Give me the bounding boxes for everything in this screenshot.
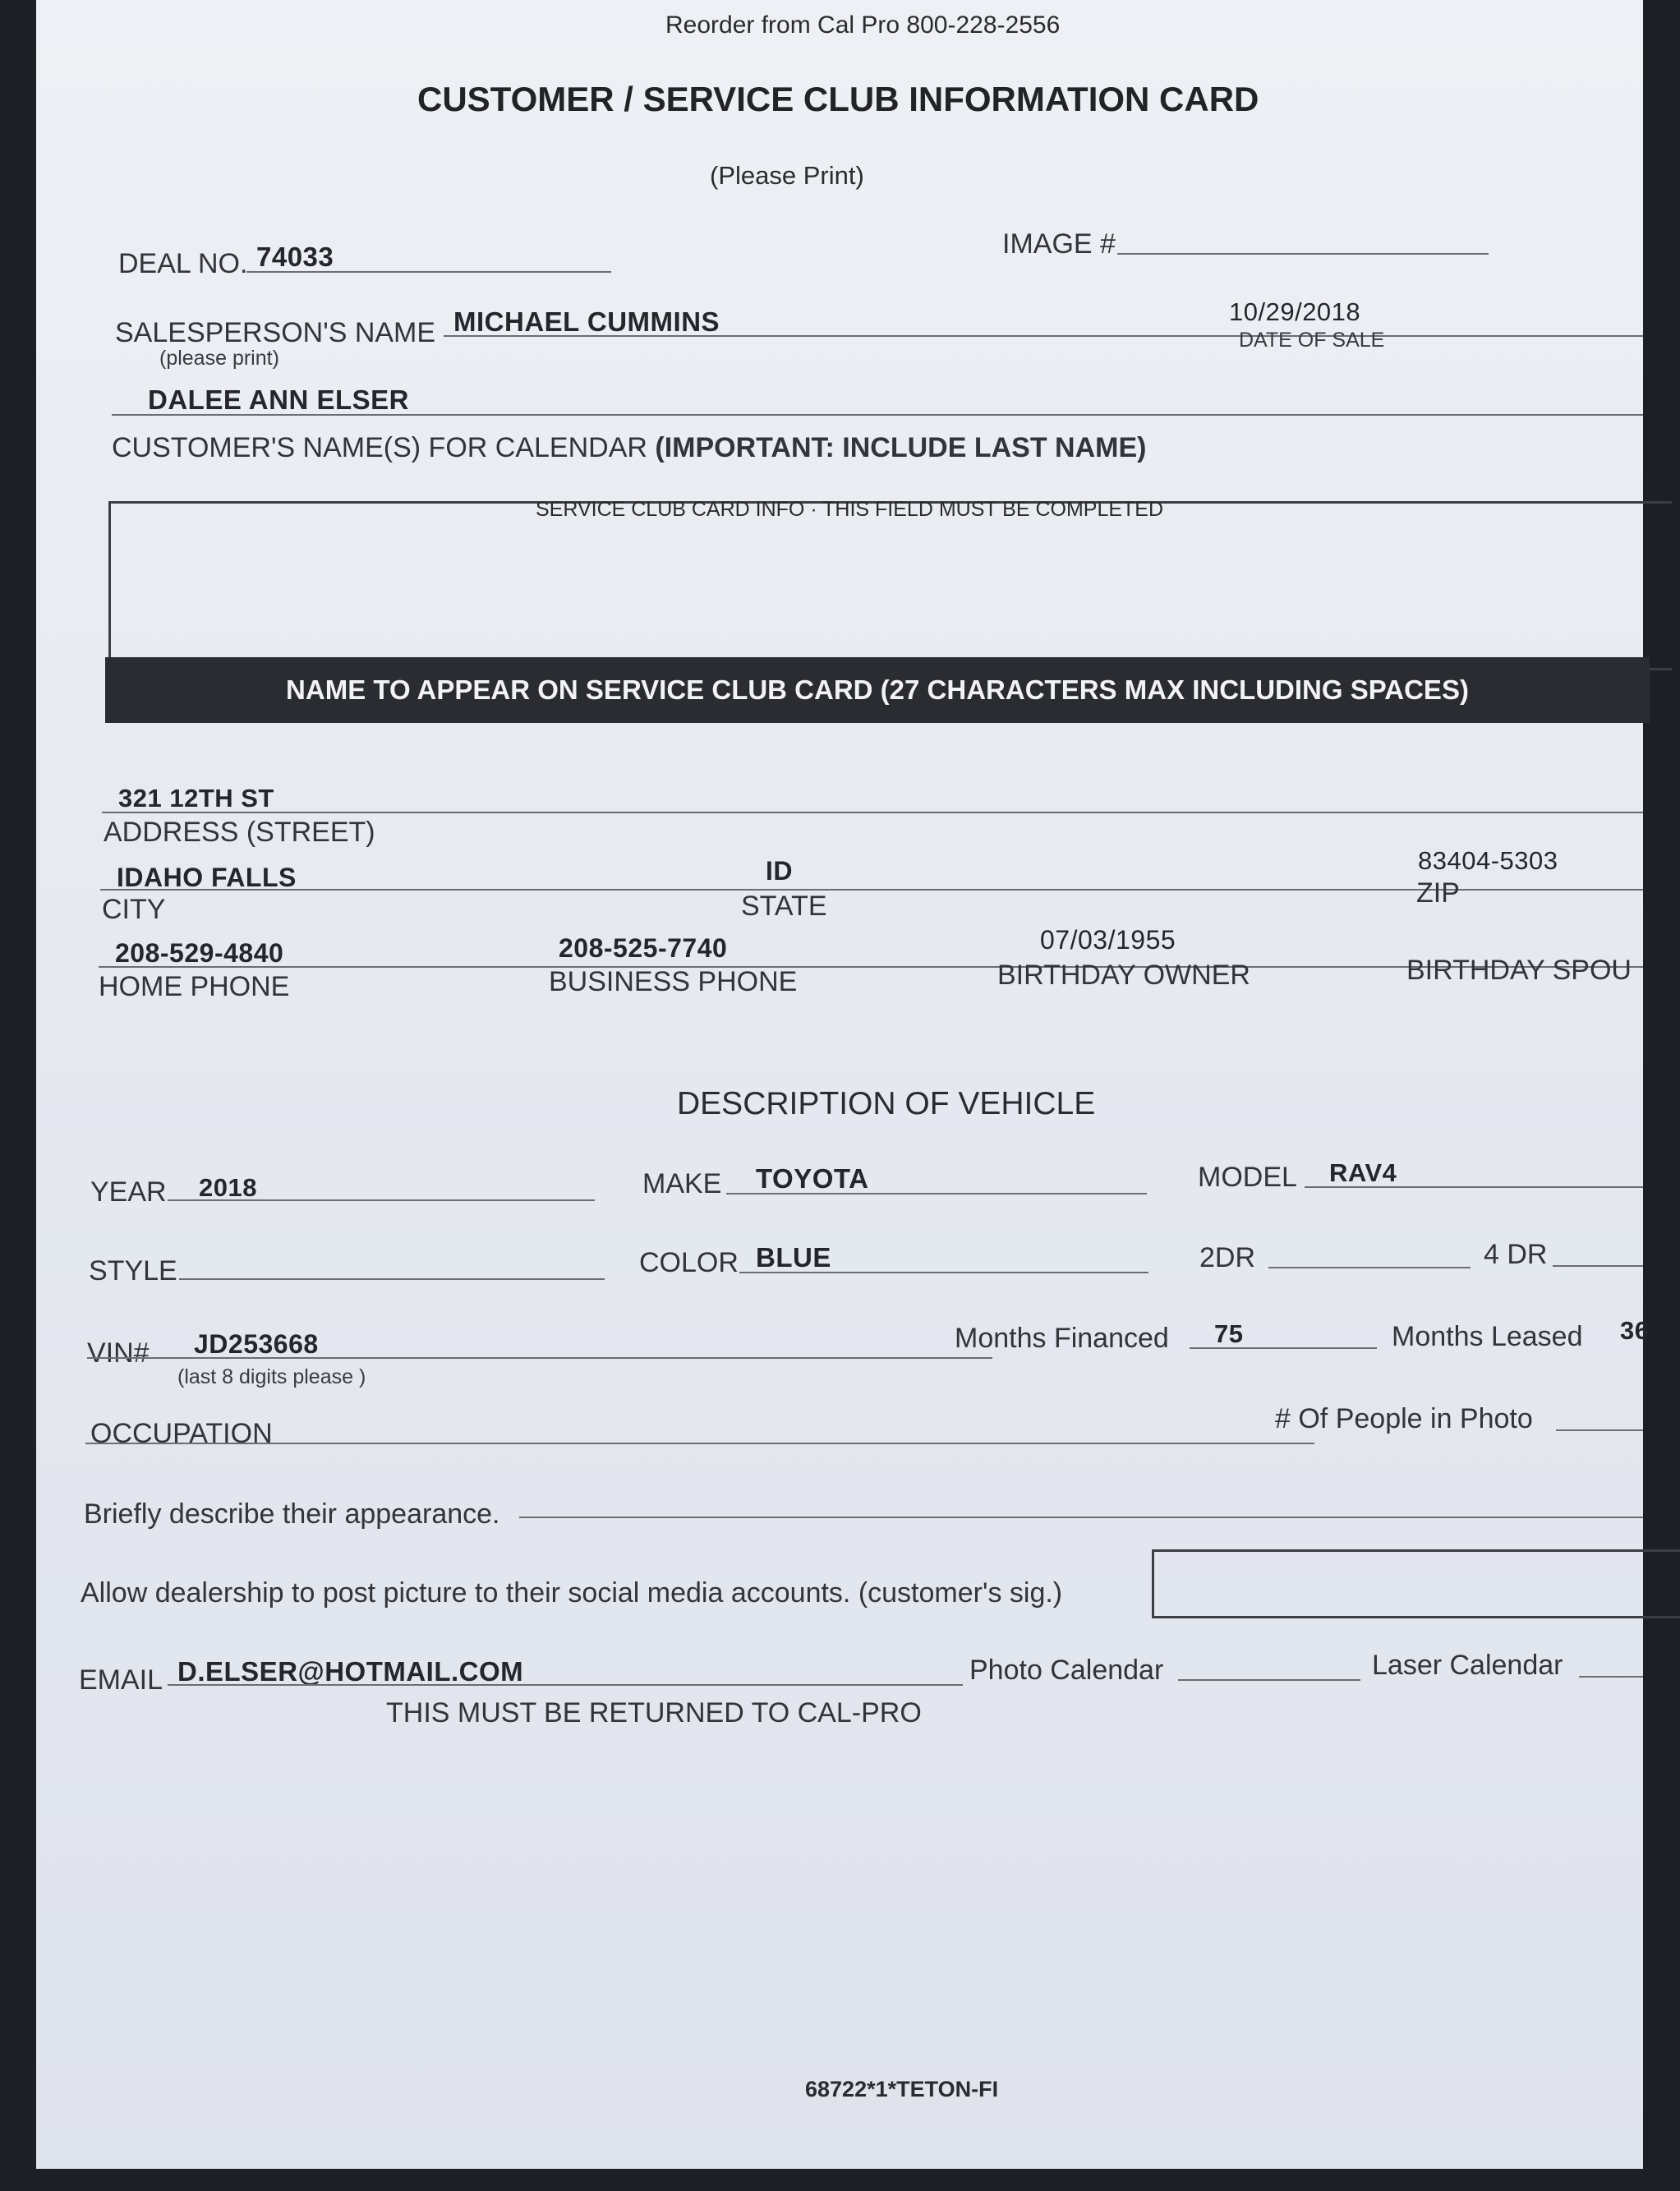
email-label: EMAIL (79, 1664, 163, 1696)
home-phone-value[interactable]: 208-529-4840 (115, 938, 284, 968)
return-note: THIS MUST BE RETURNED TO CAL-PRO (386, 1697, 922, 1728)
photo-calendar-label: Photo Calendar (969, 1655, 1164, 1686)
social-media-signature-box[interactable] (1152, 1549, 1680, 1618)
model-line (1305, 1186, 1643, 1188)
business-phone-value[interactable]: 208-525-7740 (559, 933, 728, 963)
date-of-sale-label: DATE OF SALE (1239, 329, 1385, 352)
email-value[interactable]: D.ELSER@HOTMAIL.COM (177, 1656, 524, 1687)
months-financed-value[interactable]: 75 (1214, 1319, 1244, 1348)
laser-calendar-line[interactable] (1579, 1676, 1643, 1678)
year-value[interactable]: 2018 (199, 1173, 257, 1202)
vehicle-heading: DESCRIPTION OF VEHICLE (677, 1086, 1096, 1121)
style-line[interactable] (179, 1278, 605, 1280)
zip-value[interactable]: 83404-5303 (1418, 846, 1558, 875)
color-label: COLOR (639, 1247, 739, 1278)
make-value[interactable]: TOYOTA (756, 1163, 869, 1194)
please-print-note: (Please Print) (710, 161, 864, 190)
home-phone-label: HOME PHONE (99, 971, 290, 1002)
image-no-line[interactable] (1117, 253, 1489, 255)
address-label: ADDRESS (STREET) (104, 817, 375, 848)
laser-calendar-label: Laser Calendar (1372, 1650, 1563, 1681)
state-value[interactable]: ID (766, 856, 793, 886)
birthday-owner-value[interactable]: 07/03/1955 (1040, 925, 1176, 955)
zip-label: ZIP (1416, 877, 1460, 909)
people-in-photo-label: # Of People in Photo (1275, 1403, 1533, 1434)
customer-name-label: CUSTOMER'S NAME(S) FOR CALENDAR (IMPORTANT: INCLUDE LAST NAME) (112, 432, 1147, 463)
service-club-card-box[interactable] (108, 498, 1672, 670)
salesperson-label: SALESPERSON'S NAME (115, 317, 436, 348)
vin-line (87, 1357, 992, 1359)
address-value[interactable]: 321 12TH ST (118, 784, 274, 812)
four-door-line[interactable] (1553, 1265, 1643, 1267)
business-phone-label: BUSINESS PHONE (549, 966, 798, 997)
vin-label: VIN# (87, 1337, 150, 1369)
customer-name-line (112, 414, 1643, 416)
photo-calendar-line[interactable] (1178, 1679, 1360, 1681)
two-door-line[interactable] (1268, 1267, 1471, 1268)
address-line (102, 812, 1643, 813)
appearance-label: Briefly describe their appearance. (84, 1498, 500, 1530)
salesperson-value[interactable]: MICHAEL CUMMINS (453, 306, 720, 337)
birthday-spouse-label: BIRTHDAY SPOU (1406, 955, 1632, 986)
occupation-line[interactable] (85, 1443, 1314, 1444)
occupation-label: OCCUPATION (90, 1418, 273, 1449)
salesperson-hint: (please print) (159, 347, 279, 370)
deal-no-label: DEAL NO. (118, 248, 248, 279)
vin-value[interactable]: JD253668 (194, 1329, 319, 1359)
model-label: MODEL (1198, 1162, 1297, 1193)
four-door-label: 4 DR (1484, 1239, 1548, 1270)
color-value[interactable]: BLUE (756, 1242, 831, 1273)
color-line (739, 1272, 1148, 1273)
form-paper (36, 0, 1650, 2169)
city-label: CITY (102, 894, 166, 925)
social-media-label: Allow dealership to post picture to their social media accounts. (customer's sig.) (81, 1577, 1063, 1609)
months-leased-label: Months Leased (1392, 1321, 1583, 1352)
service-club-name-bar: NAME TO APPEAR ON SERVICE CLUB CARD (27 CHARACTERS MAX INCLUDING SPACES) (105, 657, 1650, 723)
email-line (168, 1684, 963, 1686)
reorder-note: Reorder from Cal Pro 800-228-2556 (665, 12, 1061, 39)
date-of-sale-value[interactable]: 10/29/2018 (1229, 297, 1361, 326)
form-title: CUSTOMER / SERVICE CLUB INFORMATION CARD (417, 80, 1259, 118)
model-value[interactable]: RAV4 (1329, 1158, 1397, 1187)
appearance-line[interactable] (519, 1517, 1643, 1518)
people-in-photo-line[interactable] (1556, 1429, 1643, 1431)
two-door-label: 2DR (1199, 1242, 1256, 1273)
vin-hint: (last 8 digits please ) (177, 1365, 366, 1388)
make-label: MAKE (642, 1168, 722, 1199)
service-club-header: SERVICE CLUB CARD INFO · THIS FIELD MUST BE COMPLETED (536, 498, 1164, 521)
months-financed-line (1190, 1347, 1377, 1349)
state-label: STATE (741, 891, 827, 922)
year-line (168, 1199, 595, 1201)
image-no-label: IMAGE # (1002, 228, 1116, 260)
make-line (726, 1193, 1147, 1194)
style-label: STYLE (89, 1255, 177, 1287)
months-leased-value[interactable]: 36 (1620, 1316, 1650, 1345)
months-financed-label: Months Financed (955, 1323, 1169, 1354)
city-value[interactable]: IDAHO FALLS (117, 863, 297, 892)
deal-no-value[interactable]: 74033 (256, 242, 334, 272)
birthday-owner-label: BIRTHDAY OWNER (997, 960, 1250, 991)
year-label: YEAR (90, 1176, 167, 1208)
footer-code: 68722*1*TETON-FI (805, 2077, 999, 2101)
deal-no-line (246, 271, 611, 273)
salesperson-line (444, 335, 1643, 337)
city-state-zip-line (100, 889, 1643, 891)
customer-name-value[interactable]: DALEE ANN ELSER (148, 384, 409, 415)
